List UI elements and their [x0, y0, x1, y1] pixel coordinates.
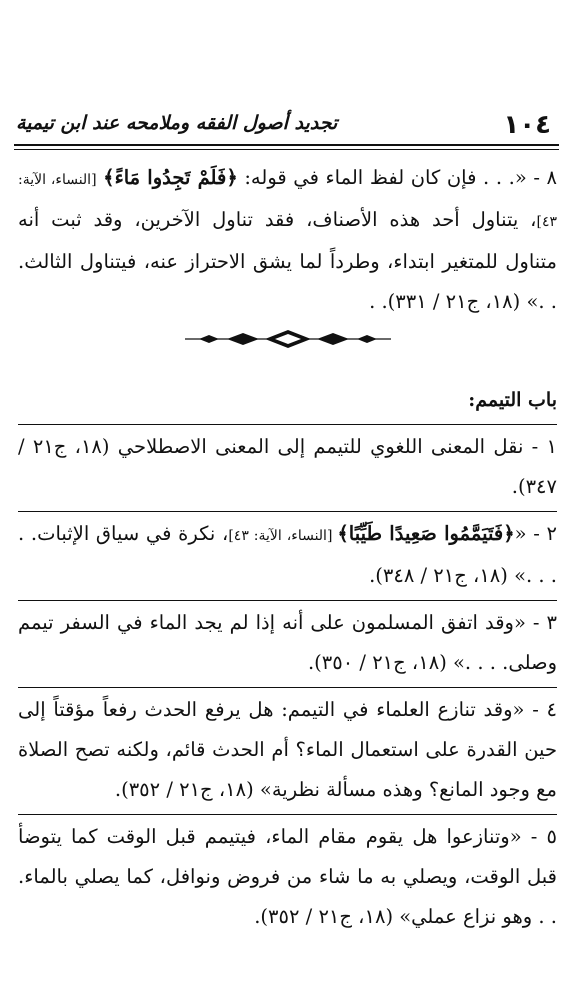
entry-4: ٤ - «وقد تنازع العلماء في التيمم: هل يرفع الحدث رفعاً مؤقتاً إلى حين القدرة على استعمال الماء؟ أم الحدث قائم، ولكنه تصح الصلاة مع وجود المانع؟ وهذه مسألة نظرية» (١٨، ج٢١ / ٣٥٢).: [18, 687, 557, 810]
entry-2-lead: ٢ - «: [514, 522, 558, 545]
chapter-title: باب التيمم:: [468, 389, 557, 411]
header-rule-thin: [14, 149, 559, 150]
entry-8-lead: ٨ - «. . . فإن كان لفظ الماء في قوله:: [237, 166, 558, 189]
entry-8-rest: ، يتناول أحد هذه الأصناف، فقد تناول الآخرين، وقد ثبت أنه متناول للمتغير ابتداء، وطرداً لما يشق الاحتراز عنه، فيتناول الثالث. . .» (١٨، ج٢١ / ٣٣١). .: [18, 208, 557, 313]
quran-reference: [النساء، الآية: ٤٣]: [18, 172, 557, 230]
entry-3: ٣ - «وقد اتفق المسلمون على أنه إذا لم يجد الماء في السفر تيمم وصلى. . . .» (١٨، ج٢١ / ٣٥٠).: [18, 600, 557, 683]
ornament-divider-icon: [183, 328, 393, 350]
page-body: [18, 158, 557, 937]
entry-5: ٥ - «وتنازعوا هل يقوم مقام الماء، فيتيمم قبل الوقت كما يتوضأ قبل الوقت، ويصلي به ما شاء من فروض ونوافل، كما يصلي بالماء. . . وهو نزاع عملي» (١٨، ج٢١ / ٣٥٢).: [18, 814, 557, 937]
entry-2-rest: ، نكرة في سياق الإثبات. . . . .» (١٨، ج٢١ / ٣٤٨).: [18, 522, 557, 587]
quran-quote: ﴿فَلَمْ تَجِدُوا مَاءً﴾: [103, 166, 238, 189]
entry-8: [18, 158, 557, 322]
quran-quote-2: ﴿فَتَيَمَّمُوا صَعِيدًا طَيِّبًا﴾: [337, 522, 515, 545]
page-header: [16, 108, 555, 142]
quran-reference-2: [النساء، الآية: ٤٣]: [228, 528, 338, 544]
page-number: ١٠٤: [503, 110, 551, 140]
entry-2: [18, 511, 557, 596]
header-rule: [14, 144, 559, 146]
running-title: تجديد أصول الفقه وملامحه عند ابن تيمية: [16, 112, 338, 134]
entry-1: ١ - نقل المعنى اللغوي للتيمم إلى المعنى الاصطلاحي (١٨، ج٢١ / ٣٤٧).: [18, 424, 557, 507]
